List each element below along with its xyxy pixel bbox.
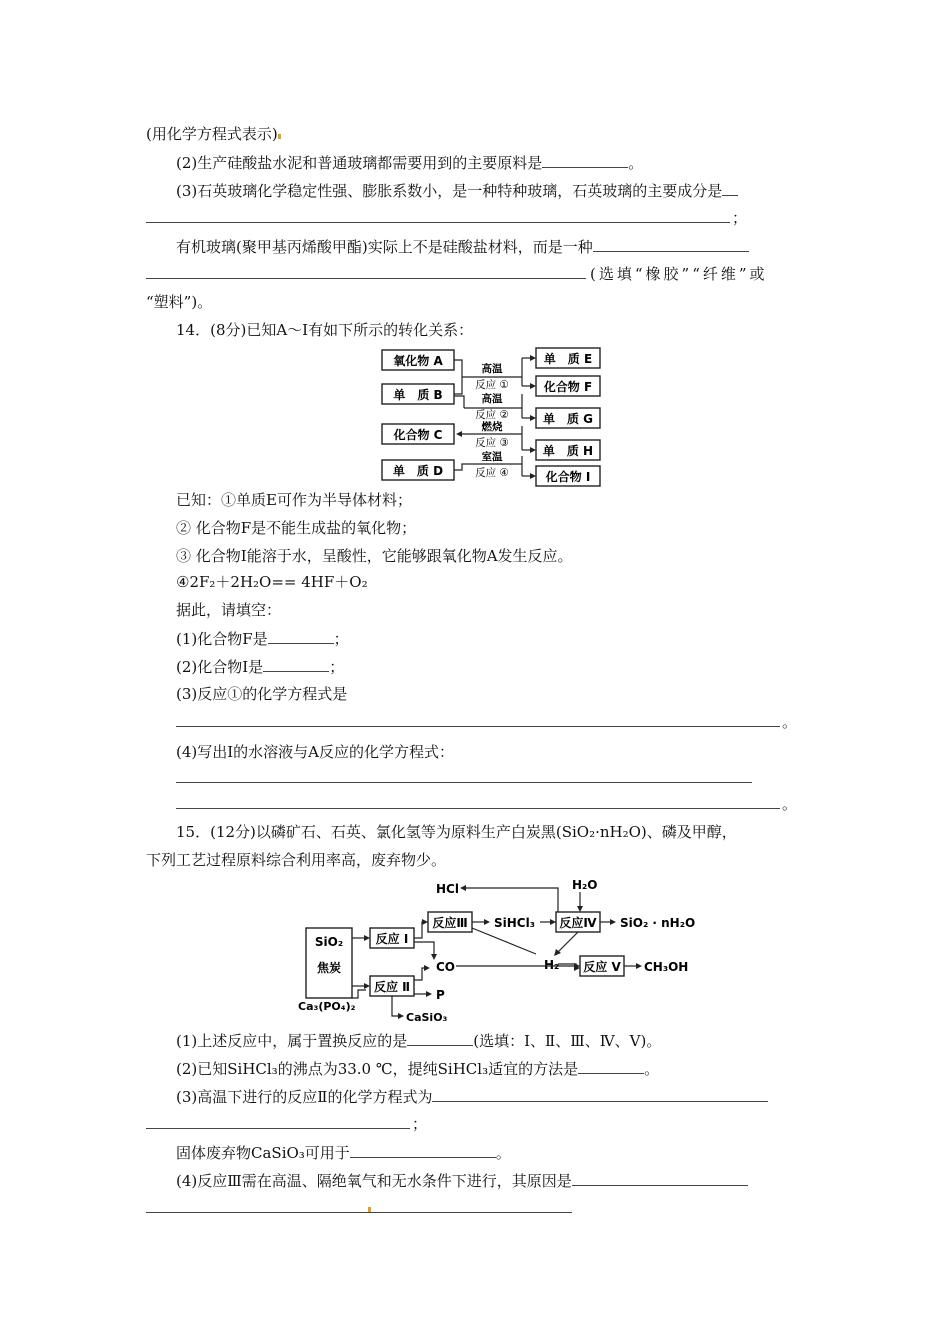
arrow-ca3po4-r2 xyxy=(352,990,366,998)
answer-line[interactable] xyxy=(146,1128,410,1129)
label-reaction-4: 反应Ⅳ xyxy=(559,916,597,930)
q14-transformation-diagram xyxy=(380,346,606,490)
q15-sub1: (1)上述反应中，属于置换反应的是 (选填：Ⅰ、Ⅱ、Ⅲ、Ⅳ、Ⅴ)。 xyxy=(176,1032,662,1050)
label-ca3po4: Ca₃(PO₄)₂ xyxy=(298,1000,356,1013)
arrowhead xyxy=(426,991,432,997)
scan-mark xyxy=(368,1207,371,1212)
q13-line7: “塑料”)。 xyxy=(146,293,213,311)
answer-blank[interactable] xyxy=(350,1142,496,1158)
arrowhead xyxy=(530,355,536,361)
arrowhead xyxy=(636,963,642,969)
label-element-d: 单 质 D xyxy=(392,464,444,478)
label-element-h: 单 质 H xyxy=(542,444,594,458)
answer-line[interactable] xyxy=(176,808,780,809)
answer-blank[interactable] xyxy=(578,1058,644,1074)
label-casio3: CaSiO₃ xyxy=(406,1011,448,1024)
cond-r2-top: 高温 xyxy=(481,393,503,405)
label-sihcl3: SiHCl₃ xyxy=(494,916,535,930)
label-element-e: 单 质 E xyxy=(543,352,593,366)
label-element-g: 单 质 G xyxy=(542,412,594,426)
arrowhead xyxy=(460,885,466,891)
cond-r1-label: 反应 ① xyxy=(475,379,509,391)
arrowhead xyxy=(364,935,370,941)
q13-line1: (用化学方程式表示) xyxy=(146,124,281,144)
label-compound-c: 化合物 C xyxy=(393,428,443,442)
arrowhead xyxy=(484,919,490,925)
q15-process-flowchart xyxy=(296,876,696,1026)
q13-line5: 有机玻璃(聚甲基丙烯酸甲酯)实际上不是硅酸盐材料，而是一种 xyxy=(176,236,749,257)
arrowhead xyxy=(424,965,430,971)
q14-known2: ② 化合物F是不能生成盐的氧化物； xyxy=(176,519,417,537)
answer-blank[interactable] xyxy=(572,1170,748,1186)
arrowhead xyxy=(530,383,536,389)
q15-sub3-end: ； xyxy=(412,1115,428,1133)
label-p: P xyxy=(436,988,445,1002)
q15-waste: 固体废弃物CaSiO₃可用于 。 xyxy=(176,1144,511,1162)
link-r2 xyxy=(454,396,464,408)
arrowhead xyxy=(610,919,616,925)
cond-r3-label: 反应 ③ xyxy=(475,437,509,449)
label-h2: H₂ xyxy=(544,958,560,972)
q14-known1: 已知：①单质E可作为半导体材料； xyxy=(176,491,412,509)
q14-known4: ④2F₂＋2H₂O== 4HF＋O₂ xyxy=(176,573,368,591)
label-reaction-1: 反应 Ⅰ xyxy=(375,932,409,946)
arrow-r4-h2 xyxy=(558,932,578,952)
arrow-r1-co xyxy=(414,942,434,956)
bracket-r1 xyxy=(454,360,462,394)
label-oxide-a: 氧化物 A xyxy=(393,354,443,368)
arrowhead xyxy=(530,473,536,479)
cond-r4-label: 反应 ④ xyxy=(475,467,509,479)
cond-r1-top: 高温 xyxy=(481,363,503,375)
q14-header: 14．(8分)已知A～I有如下所示的转化关系： xyxy=(176,321,474,339)
q13-line6-end: (选填“橡胶”“纤维”或 xyxy=(590,265,768,283)
q15-header1: 15．(12分)以磷矿石、石英、氯化氢等为原料生产白炭黑(SiO₂·nH₂O)、磷及甲醇， xyxy=(176,823,737,841)
label-h2o: H₂O xyxy=(572,878,598,892)
label-sio2-nh2o: SiO₂ · nH₂O xyxy=(620,916,696,930)
q14-known3: ③ 化合物I能溶于水，呈酸性，它能够跟氧化物A发生反应。 xyxy=(176,547,573,565)
answer-line[interactable] xyxy=(146,1212,572,1213)
label-ch3oh: CH₃OH xyxy=(644,960,689,974)
answer-blank[interactable] xyxy=(432,1086,768,1102)
arrowhead xyxy=(422,919,428,925)
label-element-b: 单 质 B xyxy=(393,388,443,402)
q14-sub3-end: 。 xyxy=(782,713,798,731)
label-reaction-5: 反应 Ⅴ xyxy=(583,960,621,974)
answer-line[interactable] xyxy=(176,726,780,727)
arrowhead xyxy=(530,415,536,421)
q14-sub1: (1)化合物F是 ； xyxy=(176,630,349,648)
q14-sub3: (3)反应①的化学方程式是 xyxy=(176,685,348,703)
cond-r4-top: 室温 xyxy=(481,451,503,463)
q14-fill-prompt: 据此，请填空： xyxy=(176,601,282,619)
answer-line[interactable] xyxy=(146,278,586,279)
q15-sub2: (2)已知SiHCl₃的沸点为33.0 ℃，提纯SiHCl₃适宜的方法是 。 xyxy=(176,1060,660,1078)
arrowhead xyxy=(577,906,583,912)
answer-blank[interactable] xyxy=(268,628,334,644)
q14-sub4: (4)写出I的水溶液与A反应的化学方程式： xyxy=(176,743,455,761)
arrow-r2-casio3 xyxy=(392,996,400,1016)
q13-line2: (2)生产硅酸盐水泥和普通玻璃都需要用到的主要原料是 。 xyxy=(176,154,644,172)
answer-blank[interactable] xyxy=(263,656,329,672)
arrowhead xyxy=(456,431,462,437)
arrowhead xyxy=(550,919,556,925)
label-compound-i: 化合物 I xyxy=(545,470,591,484)
q15-sub3: (3)高温下进行的反应Ⅱ的化学方程式为 xyxy=(176,1086,768,1107)
q15-header2: 下列工艺过程原料综合利用率高，废弃物少。 xyxy=(146,851,447,869)
arrowhead xyxy=(530,447,536,453)
label-co: CO xyxy=(436,960,456,974)
q13-line3: (3)石英玻璃化学稳定性强、膨胀系数小，是一种特种玻璃，石英玻璃的主要成分是 xyxy=(176,180,738,201)
arrow-r3-h2 xyxy=(472,928,536,954)
answer-blank[interactable] xyxy=(542,152,628,168)
q13-line4-end: ； xyxy=(732,209,748,227)
label-reaction-2: 反应 Ⅱ xyxy=(373,980,411,994)
q14-sub4-end: 。 xyxy=(782,795,798,813)
arrowhead xyxy=(364,983,370,989)
label-compound-f: 化合物 F xyxy=(543,380,593,394)
label-reaction-3: 反应Ⅲ xyxy=(432,916,468,930)
answer-blank[interactable] xyxy=(593,236,749,252)
answer-blank[interactable] xyxy=(722,180,738,196)
cond-r3-top: 燃烧 xyxy=(481,421,503,433)
arrowhead xyxy=(398,1013,404,1019)
answer-line[interactable] xyxy=(146,222,730,223)
q15-sub4: (4)反应Ⅲ需在高温、隔绝氧气和无水条件下进行，其原因是 xyxy=(176,1170,748,1191)
answer-blank[interactable] xyxy=(407,1030,473,1046)
arrow-recycle-hcl xyxy=(464,888,558,912)
label-hcl: HCl xyxy=(436,882,459,896)
answer-line[interactable] xyxy=(176,782,752,783)
q14-sub2: (2)化合物I是 ； xyxy=(176,658,345,676)
label-sio2: SiO₂ xyxy=(314,935,344,949)
cond-r2-label: 反应 ② xyxy=(475,409,509,421)
label-coke: 焦炭 xyxy=(316,961,342,975)
